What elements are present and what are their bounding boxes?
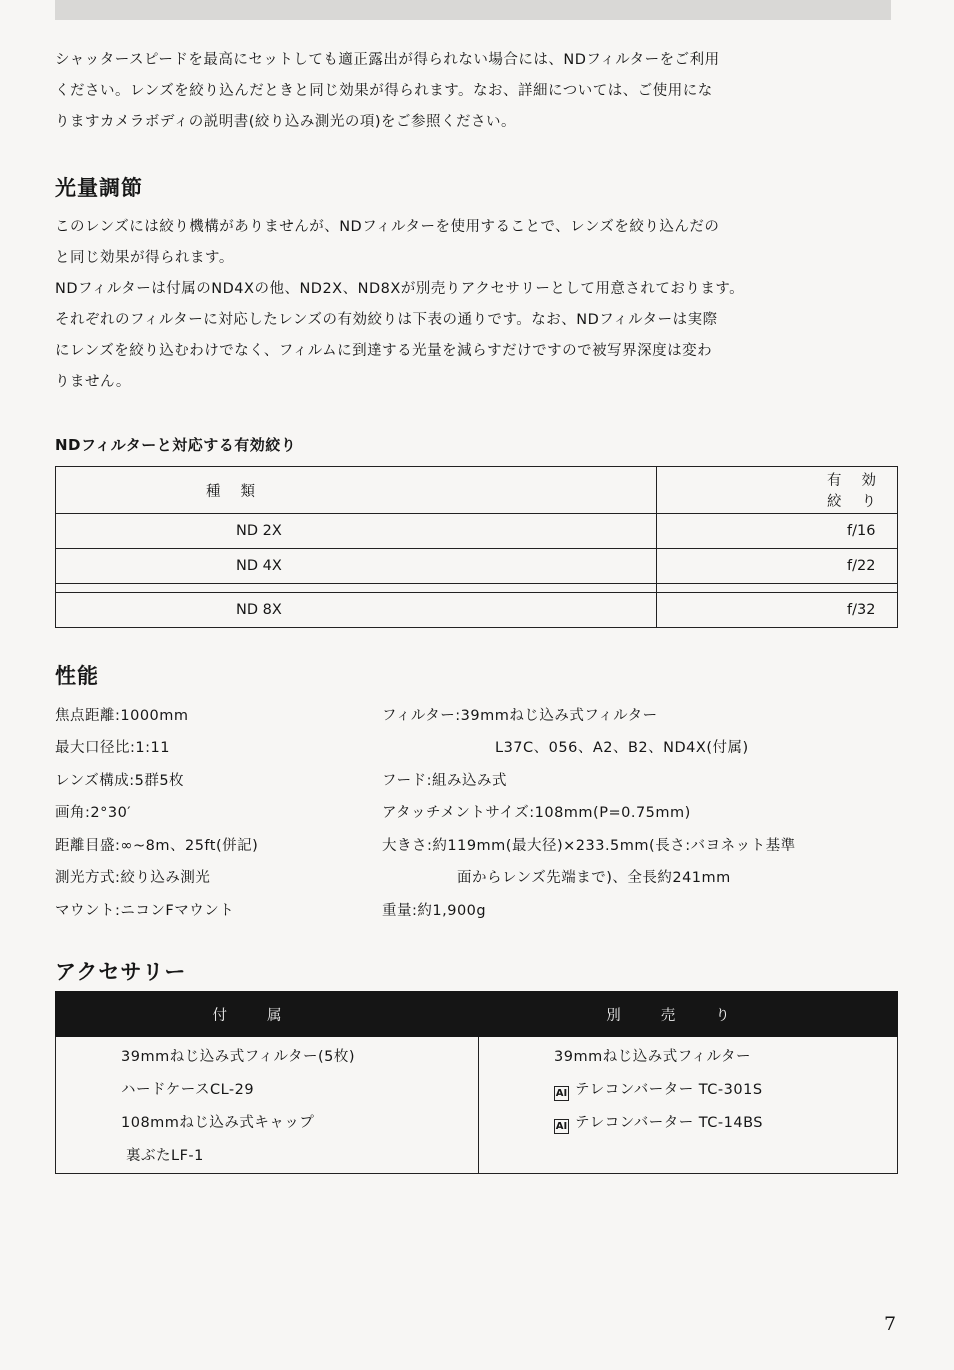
spec-mount: マウント:ニコンFマウント xyxy=(55,903,235,919)
included-item: 39mmねじ込み式フィルター(5枚) xyxy=(121,1049,355,1065)
light-line: それぞれのフィルターに対応したレンズの有効絞りは下表の通りです。なお、NDフィルターは実際 xyxy=(55,312,718,328)
included-item: 裏ぶたLF-1 xyxy=(126,1148,204,1164)
aperture-cell: f/32 xyxy=(657,593,898,628)
spec-dimensions-cont: 面からレンズ先端まで)、全長約241mm xyxy=(457,870,731,886)
spec-filter-list: L37C、056、A2、B2、ND4X(付属) xyxy=(495,740,749,756)
table-row xyxy=(56,549,898,584)
section-heading-performance: 性能 xyxy=(55,664,99,688)
table-gap-row xyxy=(56,584,898,593)
spec-angle: 画角:2°30′ xyxy=(55,805,132,821)
table-row xyxy=(56,1037,898,1174)
table-row xyxy=(56,514,898,549)
aperture-cell: f/22 xyxy=(657,549,898,584)
filter-type-cell: ND 4X xyxy=(56,549,657,584)
optional-cell xyxy=(479,1037,898,1174)
light-line: と同じ効果が得られます。 xyxy=(55,250,234,266)
intro-line: りますカメラボディの説明書(絞り込み測光の項)をご参照ください。 xyxy=(55,114,517,130)
light-line: りません。 xyxy=(55,374,131,390)
spec-focal-length: 焦点距離:1000mm xyxy=(55,708,189,724)
light-line: NDフィルターは付属のND4Xの他、ND2X、ND8Xが別売りアクセサリーとして用意されております。 xyxy=(55,281,745,297)
spec-metering: 測光方式:絞り込み測光 xyxy=(55,870,211,886)
optional-item-text: テレコンバーター TC-14BS xyxy=(575,1115,764,1131)
top-gray-band xyxy=(55,0,891,20)
included-item: 108mmねじ込み式キャップ xyxy=(121,1115,315,1131)
intro-line: ください。レンズを絞り込んだときと同じ効果が得られます。なお、詳細については、ご使用にな xyxy=(55,83,713,99)
spec-max-aperture: 最大口径比:1:11 xyxy=(55,740,170,756)
light-control-paragraph xyxy=(55,212,900,398)
aperture-cell: f/16 xyxy=(657,514,898,549)
spec-construction: レンズ構成:5群5枚 xyxy=(55,773,185,789)
intro-paragraph xyxy=(55,45,900,138)
table-row xyxy=(56,593,898,628)
light-line: このレンズには絞り機構がありませんが、NDフィルターを使用することで、レンズを絞り込んだの xyxy=(55,219,720,235)
nd-filter-table xyxy=(55,466,898,628)
spec-dimensions: 大きさ:約119mm(最大径)×233.5mm(長さ:バヨネット基準 xyxy=(382,838,796,854)
table-header-row xyxy=(56,992,898,1037)
header-included: 付属 xyxy=(56,992,479,1037)
filter-type-cell: ND 8X xyxy=(56,593,657,628)
page-number: 7 xyxy=(884,1313,897,1335)
optional-item-text: 39mmねじ込み式フィルター xyxy=(554,1049,751,1065)
accessories-table xyxy=(55,991,898,1174)
section-heading-light-control: 光量調節 xyxy=(55,176,143,200)
light-line: にレンズを絞り込むわけでなく、フィルムに到達する光量を減らすだけですので被写界深度は変わ xyxy=(55,343,713,359)
spec-hood: フード:組み込み式 xyxy=(382,773,507,789)
optional-item xyxy=(479,1074,897,1107)
spec-distance-scale: 距離目盛:∞~8m、25ft(併記) xyxy=(55,838,259,854)
intro-line: シャッタースピードを最高にセットしても適正露出が得られない場合には、NDフィルターをご利用 xyxy=(55,52,720,68)
header-aperture: 有効絞り xyxy=(657,467,898,514)
spec-filter: フィルター:39mmねじ込み式フィルター xyxy=(382,708,658,724)
optional-item-text: テレコンバーター TC-301S xyxy=(575,1082,763,1098)
table-header-row xyxy=(56,467,898,514)
header-type: 種類 xyxy=(56,467,657,514)
ai-mark-icon: AI xyxy=(555,1088,568,1099)
optional-item xyxy=(479,1041,897,1074)
spec-weight: 重量:約1,900g xyxy=(382,903,487,919)
spec-attachment-size: アタッチメントサイズ:108mm(P=0.75mm) xyxy=(382,805,691,821)
ai-mark-icon: AI xyxy=(555,1121,568,1132)
filter-type-cell: ND 2X xyxy=(56,514,657,549)
header-optional: 別売り xyxy=(479,992,898,1037)
optional-item xyxy=(479,1107,897,1140)
section-heading-accessories: アクセサリー xyxy=(55,960,187,984)
nd-table-title: NDフィルターと対応する有効絞り xyxy=(55,436,297,454)
included-cell xyxy=(56,1037,479,1174)
included-item: ハードケースCL-29 xyxy=(121,1082,255,1098)
